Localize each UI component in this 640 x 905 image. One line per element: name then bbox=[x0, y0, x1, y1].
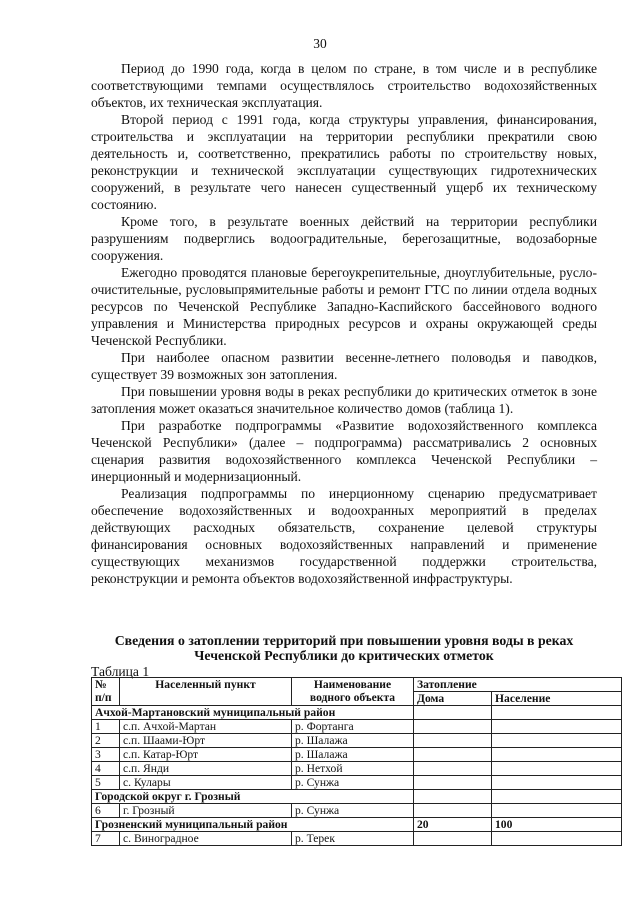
row-settlement: с.п. Ачхой-Мартан bbox=[120, 720, 292, 734]
row-settlement: с. Виноградное bbox=[120, 832, 292, 846]
row-water-body: р. Шалажа bbox=[292, 734, 414, 748]
row-water-body: р. Шалажа bbox=[292, 748, 414, 762]
row-number: 2 bbox=[92, 734, 120, 748]
section-population bbox=[492, 706, 622, 720]
section-houses: 20 bbox=[414, 818, 492, 832]
row-houses bbox=[414, 720, 492, 734]
section-title: Ачхой-Мартановский муниципальный район bbox=[92, 706, 414, 720]
table-header-row bbox=[92, 678, 622, 692]
row-number: 4 bbox=[92, 762, 120, 776]
row-houses bbox=[414, 832, 492, 846]
column-header-number bbox=[92, 678, 120, 706]
flood-table bbox=[91, 677, 622, 846]
table-row bbox=[92, 720, 622, 734]
row-number: 5 bbox=[92, 776, 120, 790]
row-population bbox=[492, 734, 622, 748]
table-caption: Таблица 1 bbox=[91, 664, 150, 679]
row-water-body: р. Фортанга bbox=[292, 720, 414, 734]
paragraph: При наиболее опасном развитии весенне-летнего половодья и паводков, существует 39 возможных зон затопления. bbox=[91, 350, 597, 382]
paragraph: При повышении уровня воды в реках республики до критических отметок в зоне затопления может оказаться значительное количество домов (таблица 1). bbox=[91, 384, 597, 416]
section-population bbox=[492, 790, 622, 804]
row-number: 7 bbox=[92, 832, 120, 846]
row-water-body: р. Нетхой bbox=[292, 762, 414, 776]
table-row bbox=[92, 804, 622, 818]
paragraph: Кроме того, в результате военных действий на территории республики разрушениям подверглись водооградительные, берегозащитные, водозаборные сооружения. bbox=[91, 214, 597, 263]
table-row bbox=[92, 776, 622, 790]
row-settlement: с.п. Янди bbox=[120, 762, 292, 776]
page-number: 30 bbox=[313, 36, 327, 51]
section-houses bbox=[414, 790, 492, 804]
paragraph: Реализация подпрограммы по инерционному сценарию предусматривает обеспечение водохозяйственных и водоохранных мероприятий в пределах действующих расходных обязательств, сохранение целевой структуры финансирования основных водохозяйственных направлений и применение существующих механизмов государственной поддержки строительства, реконструкции и ремонта объектов водохозяйственной инфраструктуры. bbox=[91, 486, 597, 586]
header-text: п/п bbox=[95, 691, 112, 704]
section-row bbox=[92, 706, 622, 720]
paragraph: Второй период с 1991 года, когда структуры управления, финансирования, строительства и эксплуатации на территории республики прекратили свою деятельность и, соответственно, прекратились работы по строительству новых, реконструкции и технической эксплуатации существующих гидротехнических сооружений, в результате чего нанесен существенный ущерб их техническому состоянию. bbox=[91, 112, 597, 212]
row-population bbox=[492, 832, 622, 846]
paragraph: Период до 1990 года, когда в целом по стране, в том числе и в республике соответствующими темпами осуществлялось строительство водохозяйственных объектов, их техническая эксплуатация. bbox=[91, 61, 597, 110]
row-settlement: г. Грозный bbox=[120, 804, 292, 818]
header-text: № bbox=[95, 678, 107, 691]
row-number: 3 bbox=[92, 748, 120, 762]
row-water-body: р. Сунжа bbox=[292, 804, 414, 818]
column-header-flooding: Затопление bbox=[414, 678, 622, 692]
row-settlement: с.п. Катар-Юрт bbox=[120, 748, 292, 762]
row-houses bbox=[414, 776, 492, 790]
row-number: 1 bbox=[92, 720, 120, 734]
table-heading: Сведения о затоплении территорий при повышении уровня воды в реках Чеченской Республики до критических отметок bbox=[114, 633, 574, 663]
row-houses bbox=[414, 804, 492, 818]
row-population bbox=[492, 762, 622, 776]
row-water-body: р. Терек bbox=[292, 832, 414, 846]
row-population bbox=[492, 720, 622, 734]
header-text: Наименование bbox=[313, 678, 392, 691]
paragraph: При разработке подпрограммы «Развитие водохозяйственного комплекса Чеченской Республики» (далее – подпрограмма) рассматривались 2 основных сценария развития водохозяйственного комплекса Чеченской Республики – инерционный и модернизационный. bbox=[91, 418, 597, 484]
section-row bbox=[92, 790, 622, 804]
section-title: Грозненский муниципальный район bbox=[92, 818, 414, 832]
body-text bbox=[91, 60, 597, 587]
column-header-houses: Дома bbox=[414, 692, 492, 706]
column-header-settlement: Населенный пункт bbox=[120, 678, 292, 706]
row-number: 6 bbox=[92, 804, 120, 818]
row-houses bbox=[414, 748, 492, 762]
row-population bbox=[492, 748, 622, 762]
column-header-population: Население bbox=[492, 692, 622, 706]
row-population bbox=[492, 776, 622, 790]
section-row bbox=[92, 818, 622, 832]
table-row bbox=[92, 748, 622, 762]
row-houses bbox=[414, 762, 492, 776]
table-row bbox=[92, 734, 622, 748]
table-row bbox=[92, 832, 622, 846]
paragraph: Ежегодно проводятся плановые берегоукрепительные, дноуглубительные, руслоочистительные, русловыпрямительные работы и ремонт ГТС по линии отдела водных ресурсов по Чеченской Республике Западно-Каспийского бассейнового водного управления и Министерства природных ресурсов и охраны окружающей среды Чеченской Республики. bbox=[91, 265, 597, 348]
row-settlement: с. Кулары bbox=[120, 776, 292, 790]
row-settlement: с.п. Шаами-Юрт bbox=[120, 734, 292, 748]
row-houses bbox=[414, 734, 492, 748]
section-population: 100 bbox=[492, 818, 622, 832]
row-population bbox=[492, 804, 622, 818]
section-houses bbox=[414, 706, 492, 720]
table-row bbox=[92, 762, 622, 776]
row-water-body: р. Сунжа bbox=[292, 776, 414, 790]
section-title: Городской округ г. Грозный bbox=[92, 790, 414, 804]
header-text: водного объекта bbox=[309, 691, 396, 704]
column-header-water-body bbox=[292, 678, 414, 706]
